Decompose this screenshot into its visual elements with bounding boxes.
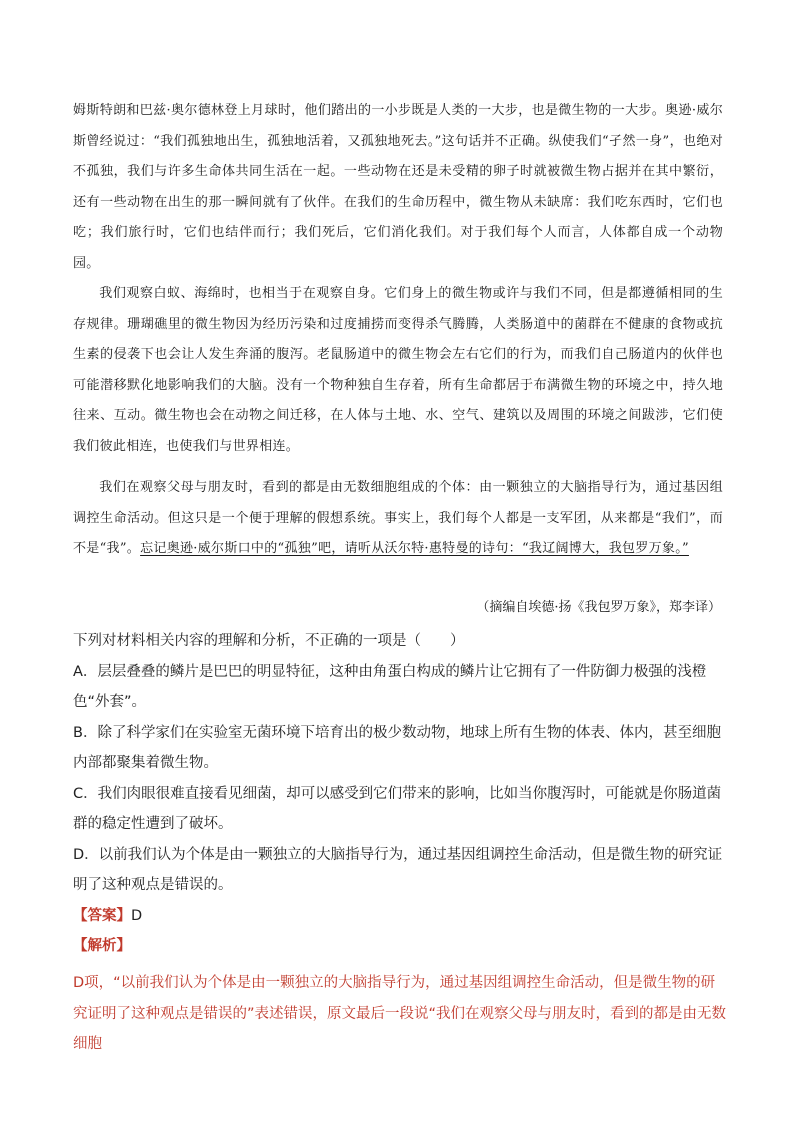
passage-underlined-quote: 忘记奥逊·威尔斯口中的“孤独”吧，请听从沃尔特·惠特曼的诗句：“我辽阔博大，我包罗万象。” — [140, 541, 689, 556]
question-stem: 下列对材料相关内容的理解和分析，不正确的一项是（ ） — [73, 633, 465, 649]
passage-paragraph-3 — [73, 473, 723, 565]
analysis-line — [73, 931, 727, 962]
analysis-text: D项，“以前我们认为个体是由一颗独立的大脑指导行为，通过基因组调控生命活动，但是微生物的研究证明了这种观点是错误的”表述错误，原文最后一段说“我们在观察父母与朋友时，看到的都是由无数细胞 — [73, 975, 727, 1052]
answer-line — [73, 901, 727, 932]
option-c: C．我们肉眼很难直接看见细菌，却可以感受到它们带来的影响，比如当你腹泻时，可能就是你肠道菌群的稳定性遭到了破坏。 — [73, 785, 722, 832]
answer-label: 【答案】 — [73, 907, 131, 924]
option-d: D．以前我们认为个体是由一颗独立的大脑指导行为，通过基因组调控生命活动，但是微生物的研究证明了这种观点是错误的。 — [73, 846, 723, 893]
passage-paragraph-1 — [73, 96, 723, 279]
passage-paragraph-2 — [73, 279, 723, 462]
question-block — [73, 626, 727, 962]
answer-value: D — [131, 907, 143, 924]
option-a: A．层层叠叠的鳞片是巴巴的明显特征，这种由角蛋白构成的鳞片让它拥有了一件防御力极强的浅橙色“外套”。 — [73, 663, 707, 710]
analysis-label: 【解析】 — [73, 938, 131, 954]
passage-paragraph-1-text: 姆斯特朗和巴兹·奥尔德林登上月球时，他们踏出的一小步既是人类的一大步，也是微生物的一大步。奥逊·威尔斯曾经说过：“我们孤独地出生，孤独地活着，又孤独地死去。”这句话并不正确。纵使我们“孑然一身”，也绝对不孤独，我们与许多生命体共同生活在一起。一些动物在还是未受精的卵子时就被微生物占据并在其中繁衍，还有一些动物在出生的那一瞬间就有了伙伴。在我们的生命历程中，微生物从未缺席：我们吃东西时，它们也吃；我们旅行时，它们也结伴而行；我们死后，它们消化我们。对于我们每个人而言，人体都自成一个动物园。 — [73, 103, 723, 271]
option-b: B．除了科学家们在实验室无菌环境下培育出的极少数动物，地球上所有生物的体表、体内，甚至细胞内部都聚集着微生物。 — [73, 724, 721, 771]
passage-paragraph-3-text: 我们在观察父母与朋友时，看到的都是由无数细胞组成的个体：由一颗独立的大脑指导行为，通过基因组调控生命活动。但这只是一个便于理解的假想系统。事实上，我们每个人都是一支军团，从来都是“我们”，而不是“我”。 — [73, 480, 723, 556]
passage-source: （摘编自埃德·扬《我包罗万象》，郑李译） — [476, 600, 721, 615]
passage-paragraph-2-text: 我们观察白蚁、海绵时，也相当于在观察自身。它们身上的微生物或许与我们不同，但是都遵循相同的生存规律。珊瑚礁里的微生物因为经历污染和过度捕捞而变得杀气腾腾，人类肠道中的菌群在不健康的食物或抗生素的侵袭下也会让人发生奔涌的腹泻。老鼠肠道中的微生物会左右它们的行为，而我们自己肠道内的伙伴也可能潜移默化地影响我们的大脑。没有一个物种独自生存着，所有生命都居于布满微生物的环境之中，持久地往来、互动。微生物也会在动物之间迁移，在人体与土地、水、空气、建筑以及周围的环境之间跋涉，它们使我们彼此相连，也使我们与世界相连。 — [73, 286, 723, 454]
